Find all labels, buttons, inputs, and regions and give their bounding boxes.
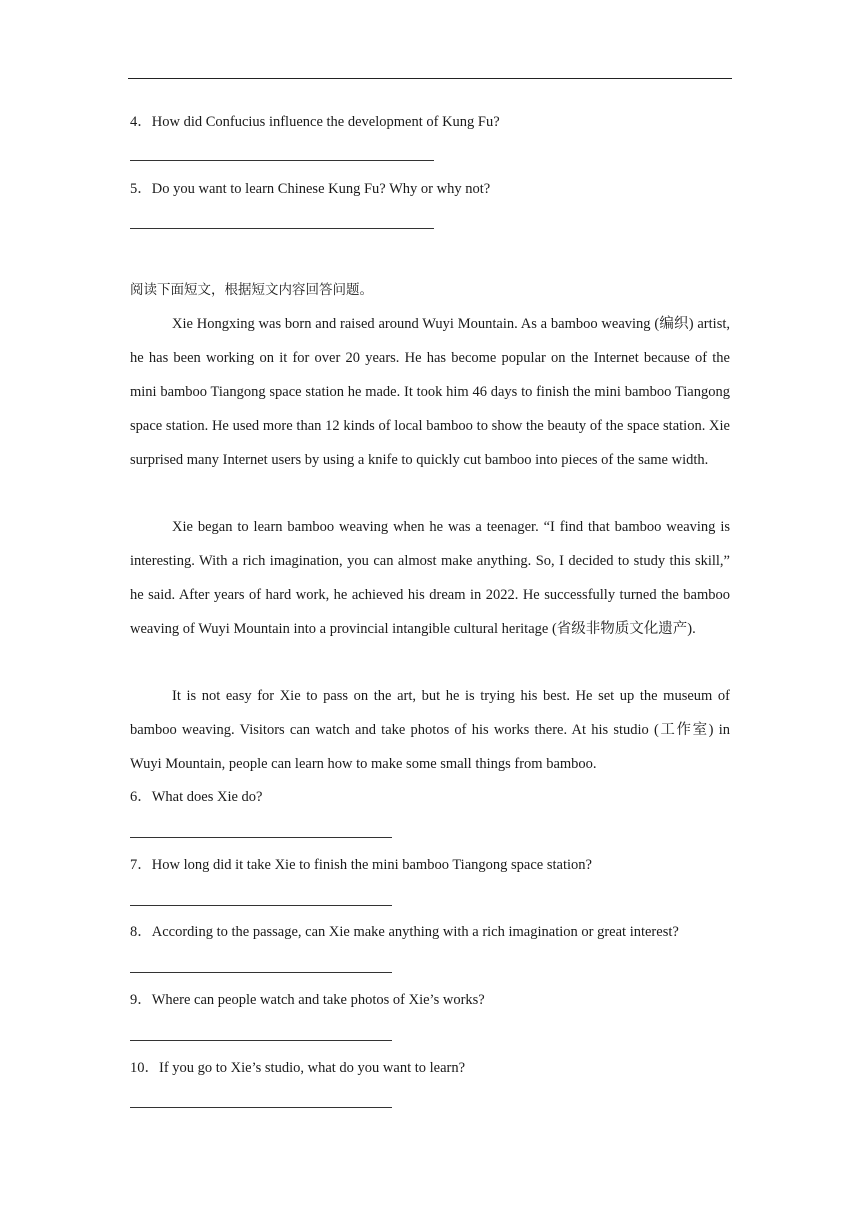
answer-line-7[interactable] (130, 905, 392, 906)
paragraph-text: Xie began to learn bamboo weaving when he was a teenager. “I find that bamboo weaving is interesting. With a rich imagination, you can almost make anything. So, I decided to study this skill,” he said. After years of hard work, he achieved his dream in 2022. He successfully turned the bamboo weaving of Wuyi Mountain into a provincial intangible cultural heritage (省级非物质文化遗产). (130, 519, 730, 637)
question-5 (130, 179, 490, 199)
question-text: How long did it take Xie to finish the mini bamboo Tiangong space station? (151, 857, 592, 873)
question-separator: ． (137, 789, 152, 805)
question-text: If you go to Xie’s studio, what do you want to learn? (159, 1060, 466, 1076)
question-text: How did Confucius influence the development of Kung Fu? (151, 114, 500, 130)
question-number: 8 (130, 924, 138, 940)
question-10 (130, 1058, 465, 1078)
paragraph-text: It is not easy for Xie to pass on the art, but he is trying his best. He set up the museum of bamboo weaving. Visitors can watch and take photos of his works there. At his studio (工作室) in Wuyi Mountain, people can learn how to make some small things from bamboo. (130, 688, 730, 772)
passage-paragraph-1 (130, 307, 730, 477)
question-text: Do you want to learn Chinese Kung Fu? Why or why not? (151, 181, 491, 197)
question-number: 4 (130, 114, 138, 130)
answer-line-5[interactable] (130, 228, 434, 229)
question-text: What does Xie do? (151, 789, 263, 805)
question-text: Where can people watch and take photos of Xie’s works? (151, 992, 485, 1008)
question-number: 5 (130, 181, 138, 197)
reading-instruction: 阅读下面短文，根据短文内容回答问题。 (130, 282, 373, 298)
question-separator: ． (137, 924, 152, 940)
question-number: 10 (130, 1060, 145, 1076)
question-separator: ． (137, 181, 152, 197)
question-number: 9 (130, 992, 138, 1008)
question-9 (130, 990, 485, 1010)
paragraph-text: Xie Hongxing was born and raised around Wuyi Mountain. As a bamboo weaving (编织) artist, he has been working on it for over 20 years. He has become popular on the Internet because of the mini bamboo Tiangong space station he made. It took him 46 days to finish the mini bamboo Tiangong space station. He used more than 12 kinds of local bamboo to show the beauty of the space station. Xie surprised many Internet users by using a knife to quickly cut bamboo into pieces of the same width. (130, 316, 730, 468)
answer-line-9[interactable] (130, 1040, 392, 1041)
question-number: 6 (130, 789, 138, 805)
question-7 (130, 855, 592, 875)
question-separator: ． (144, 1060, 159, 1076)
passage-paragraph-3 (130, 679, 730, 781)
question-6 (130, 787, 262, 807)
answer-line-10[interactable] (130, 1107, 392, 1108)
answer-line-4[interactable] (130, 160, 434, 161)
answer-line-6[interactable] (130, 837, 392, 838)
question-4 (130, 112, 500, 132)
passage-paragraph-2 (130, 510, 730, 646)
question-text: According to the passage, can Xie make anything with a rich imagination or great interest? (151, 924, 679, 940)
question-separator: ． (137, 114, 152, 130)
question-8 (130, 922, 679, 942)
question-separator: ． (137, 992, 152, 1008)
question-separator: ． (137, 857, 152, 873)
question-number: 7 (130, 857, 138, 873)
header-rule (128, 78, 732, 79)
answer-line-8[interactable] (130, 972, 392, 973)
